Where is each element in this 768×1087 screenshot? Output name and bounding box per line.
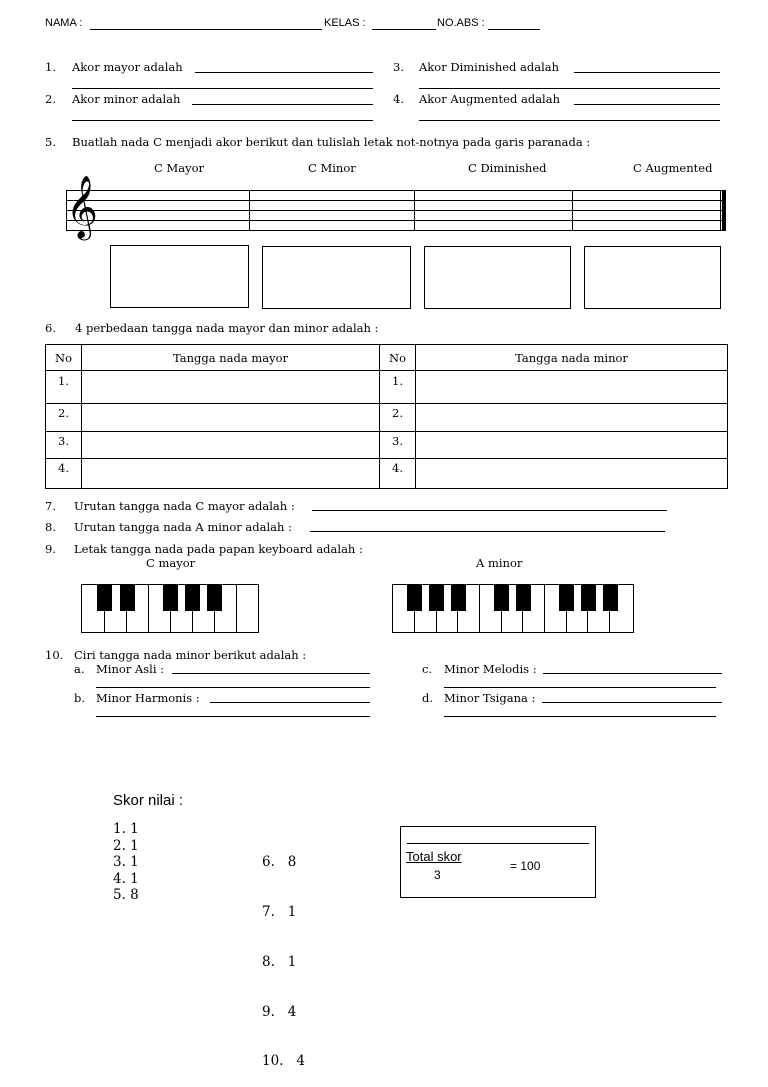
- score-equals: = 100: [510, 859, 541, 873]
- row-number: 2.: [46, 404, 82, 432]
- score-item: 10. 4: [262, 1053, 305, 1070]
- q9-text: Letak tangga nada pada papan keyboard adalah :: [74, 542, 363, 556]
- q1-answer-line-2[interactable]: [72, 88, 373, 89]
- score-denominator: 3: [434, 868, 441, 882]
- label-c-augmented: C Augmented: [633, 161, 713, 175]
- q10a-text: Minor Asli :: [96, 662, 165, 676]
- row-number: 1.: [46, 371, 82, 404]
- q3-answer-line-1[interactable]: [574, 72, 720, 73]
- q6-number: 6.: [45, 321, 56, 335]
- q2-number: 2.: [45, 92, 56, 106]
- score-item: 4. 1: [113, 870, 139, 887]
- answer-box-c-diminished[interactable]: [424, 246, 571, 309]
- row-number: 4.: [46, 459, 82, 489]
- q10b-answer-line-1[interactable]: [210, 702, 370, 703]
- total-score-box: [400, 826, 596, 898]
- q7-answer-line[interactable]: [312, 510, 667, 511]
- keyboard-label-c-mayor: C mayor: [146, 556, 196, 570]
- minor-answer-cell[interactable]: [416, 371, 728, 404]
- score-item: 8. 1: [262, 953, 297, 970]
- header-minor: Tangga nada minor: [416, 345, 728, 371]
- q4-answer-line-2[interactable]: [419, 120, 720, 121]
- q3-answer-line-2[interactable]: [419, 88, 720, 89]
- q10c-text: Minor Melodis :: [444, 662, 537, 676]
- nama-field[interactable]: [90, 29, 322, 30]
- label-c-diminished: C Diminished: [468, 161, 547, 175]
- score-item: 7. 1: [262, 903, 297, 920]
- score-title: Skor nilai :: [113, 792, 184, 809]
- q2-answer-line-2[interactable]: [72, 120, 373, 121]
- q10d-letter: d.: [422, 691, 434, 705]
- comparison-table: [45, 344, 728, 489]
- minor-answer-cell[interactable]: [416, 404, 728, 432]
- q1-text: Akor mayor adalah: [72, 60, 183, 74]
- minor-answer-cell[interactable]: [416, 432, 728, 459]
- header-major: Tangga nada mayor: [82, 345, 380, 371]
- score-numerator-line[interactable]: [407, 843, 589, 844]
- q10a-answer-line-1[interactable]: [172, 673, 370, 674]
- q1-number: 1.: [45, 60, 56, 74]
- answer-box-c-augmented[interactable]: [584, 246, 721, 309]
- major-answer-cell[interactable]: [82, 432, 380, 459]
- score-item: 5. 8: [113, 887, 139, 904]
- q5-number: 5.: [45, 135, 56, 149]
- minor-answer-cell[interactable]: [416, 459, 728, 489]
- score-item: 9. 4: [262, 1003, 297, 1020]
- score-list-left: [113, 821, 139, 904]
- q10c-letter: c.: [422, 662, 433, 676]
- header-no-left: No: [46, 345, 82, 371]
- q9-number: 9.: [45, 542, 56, 556]
- q10a-letter: a.: [74, 662, 85, 676]
- score-list-right: [262, 821, 305, 1087]
- treble-clef-icon: 𝄞: [66, 175, 98, 238]
- q4-number: 4.: [393, 92, 404, 106]
- row-number: 3.: [46, 432, 82, 459]
- kelas-field[interactable]: [372, 29, 436, 30]
- noabs-label: NO.ABS :: [437, 17, 485, 29]
- q4-answer-line-1[interactable]: [574, 104, 720, 105]
- major-answer-cell[interactable]: [82, 371, 380, 404]
- score-item: 2. 1: [113, 837, 139, 854]
- row-number: 4.: [380, 459, 416, 489]
- q8-number: 8.: [45, 520, 56, 534]
- q8-text: Urutan tangga nada A minor adalah :: [74, 520, 292, 534]
- label-c-mayor: C Mayor: [154, 161, 205, 175]
- q10b-answer-line-2[interactable]: [96, 716, 370, 717]
- table-row: [46, 404, 728, 432]
- q3-number: 3.: [393, 60, 404, 74]
- table-row: [46, 432, 728, 459]
- label-c-minor: C Minor: [308, 161, 356, 175]
- row-number: 2.: [380, 404, 416, 432]
- table-row: [46, 371, 728, 404]
- total-score-label: Total skor: [406, 849, 462, 864]
- q10-number: 10.: [45, 648, 64, 662]
- noabs-field[interactable]: [488, 29, 540, 30]
- score-item: 1. 1: [113, 821, 139, 837]
- nama-label: NAMA :: [45, 17, 83, 29]
- table-header-row: [46, 345, 728, 371]
- q1-answer-line-1[interactable]: [195, 72, 373, 73]
- keyboard-label-a-minor: A minor: [476, 556, 523, 570]
- q4-text: Akor Augmented adalah: [419, 92, 560, 106]
- header-no-right: No: [380, 345, 416, 371]
- q10b-letter: b.: [74, 691, 86, 705]
- q3-text: Akor Diminished adalah: [419, 60, 560, 74]
- q10d-text: Minor Tsigana :: [444, 691, 536, 705]
- q7-text: Urutan tangga nada C mayor adalah :: [74, 499, 295, 513]
- q6-text: 4 perbedaan tangga nada mayor dan minor adalah :: [75, 321, 379, 335]
- row-number: 3.: [380, 432, 416, 459]
- answer-box-c-mayor[interactable]: [110, 245, 249, 308]
- q10a-answer-line-2[interactable]: [96, 687, 370, 688]
- keyboard-c-mayor[interactable]: [81, 584, 259, 633]
- answer-box-c-minor[interactable]: [262, 246, 411, 309]
- q10b-text: Minor Harmonis :: [96, 691, 200, 705]
- q2-answer-line-1[interactable]: [192, 104, 373, 105]
- q2-text: Akor minor adalah: [72, 92, 181, 106]
- kelas-label: KELAS :: [324, 17, 366, 29]
- table-row: [46, 459, 728, 489]
- major-answer-cell[interactable]: [82, 459, 380, 489]
- q10-text: Ciri tangga nada minor berikut adalah :: [74, 648, 307, 662]
- score-item: 6. 8: [262, 854, 297, 871]
- major-answer-cell[interactable]: [82, 404, 380, 432]
- score-item: 3. 1: [113, 854, 139, 871]
- keyboard-a-minor[interactable]: [392, 584, 634, 633]
- q10d-answer-line-1[interactable]: [542, 702, 722, 703]
- q5-text: Buatlah nada C menjadi akor berikut dan tulislah letak not-notnya pada garis paranada :: [72, 135, 591, 149]
- row-number: 1.: [380, 371, 416, 404]
- q7-number: 7.: [45, 499, 56, 513]
- q8-answer-line[interactable]: [310, 531, 665, 532]
- q10d-answer-line-2[interactable]: [444, 716, 716, 717]
- q10c-answer-line-2[interactable]: [444, 687, 716, 688]
- q10c-answer-line-1[interactable]: [543, 673, 722, 674]
